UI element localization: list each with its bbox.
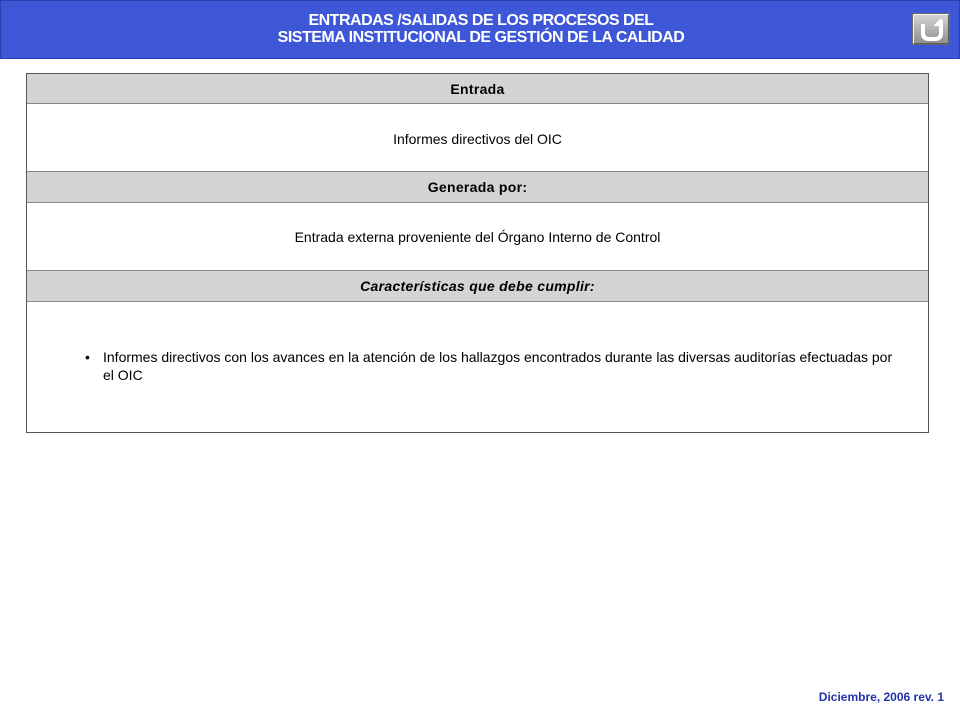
list-item [85, 348, 905, 384]
generada-value: Entrada externa proveniente del Órgano Interno de Control [27, 203, 928, 271]
caracteristicas-body [27, 302, 928, 432]
revision-footer: Diciembre, 2006 rev. 1 [818, 690, 944, 704]
entrada-header: Entrada [27, 74, 928, 104]
process-info-table [26, 73, 929, 433]
page-title-line-1: ENTRADAS /SALIDAS DE LOS PROCESOS DEL [308, 12, 654, 29]
list-item-text: Informes directivos con los avances en la atención de los hallazgos encontrados durante las diversas auditorías efectuadas por el OIC [103, 349, 893, 383]
generada-header: Generada por: [27, 172, 928, 203]
page-title [1, 12, 960, 46]
bullet-icon: • [85, 349, 90, 365]
title-banner [0, 0, 960, 59]
caracteristicas-header: Características que debe cumplir: [27, 271, 928, 302]
u-turn-back-icon [921, 18, 943, 41]
back-button[interactable] [912, 13, 950, 45]
entrada-value: Informes directivos del OIC [27, 104, 928, 172]
page-title-line-2: SISTEMA INSTITUCIONAL DE GESTIÓN DE LA CALIDAD [277, 29, 685, 46]
